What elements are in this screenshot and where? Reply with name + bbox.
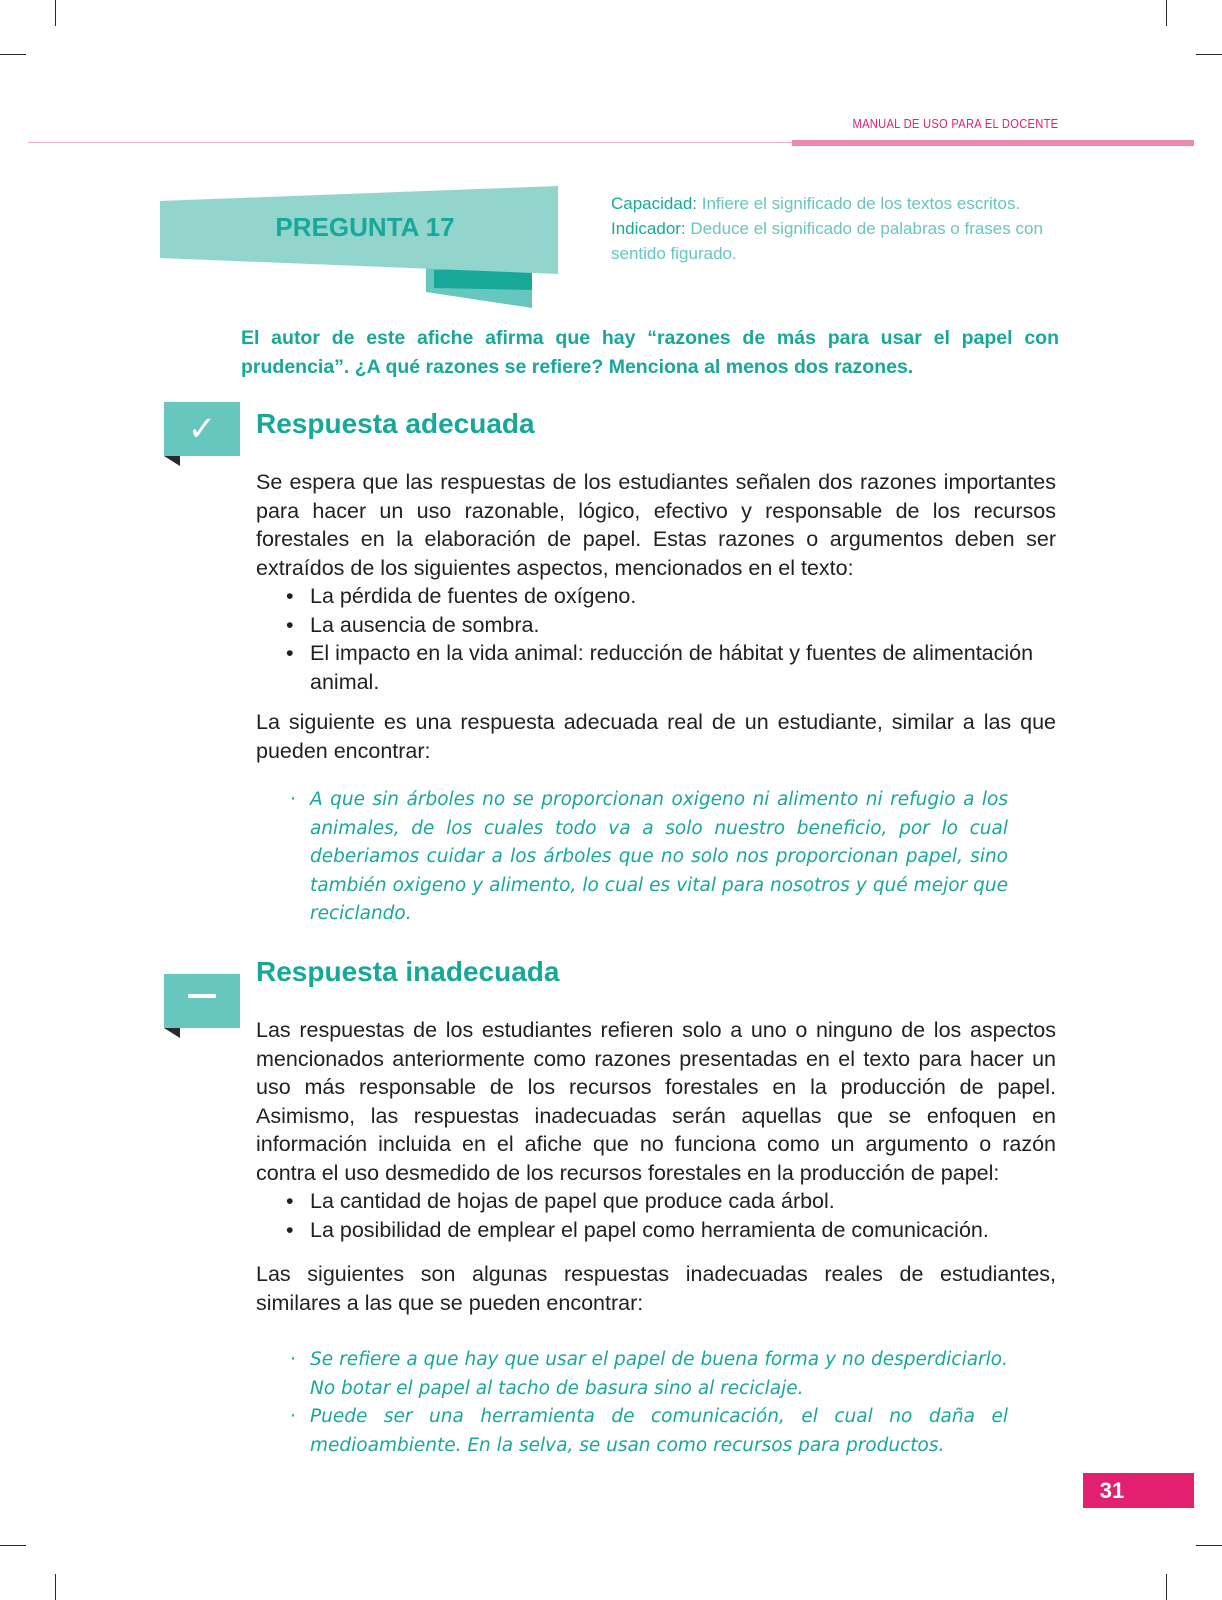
header-accent-bar <box>792 140 1194 146</box>
capacity-indicator-block <box>611 191 1071 266</box>
adequate-tab <box>164 402 240 456</box>
tab-fold <box>164 456 180 466</box>
list-item: • La posibilidad de emplear el papel como herramienta de comunicación. <box>310 1216 1056 1245</box>
crop-mark <box>1196 54 1222 55</box>
adequate-student-answer <box>288 786 1008 929</box>
list-item: • La cantidad de hojas de papel que produce cada árbol. <box>310 1187 1056 1216</box>
crop-mark <box>55 0 56 26</box>
tab-fold <box>164 1028 180 1038</box>
adequate-body <box>256 468 1056 765</box>
student-answer: · Se refiere a que hay que usar el papel de buena forma y no desperdiciarlo. No botar el papel al tacho de basura sino al reciclaje. <box>310 1346 1008 1403</box>
crop-mark <box>1196 1545 1222 1546</box>
crop-mark <box>1166 1574 1167 1600</box>
question-banner <box>160 186 560 308</box>
check-icon: ✓ <box>187 410 217 448</box>
inadequate-bullets <box>256 1187 1056 1244</box>
indicator-text: Deduce el significado de palabras o frases con sentido figurado. <box>611 219 1043 263</box>
crop-mark <box>0 1545 26 1546</box>
student-answer: · A que sin árboles no se proporcionan oxigeno ni alimento ni refugio a los animales, de los cuales todo va a solo nuestro beneficio, por lo cual deberiamos cuidar a los árboles que no solo nos proporcionan papel, sino también oxigeno y alimento, lo cual es vital para nosotros y qué mejor que reciclando. <box>310 786 1008 929</box>
inadequate-title: Respuesta inadecuada <box>256 956 560 987</box>
minus-icon <box>188 994 216 998</box>
list-item: • La pérdida de fuentes de oxígeno. <box>310 582 1056 611</box>
inadequate-example-intro: Las siguientes son algunas respuestas inadecuadas reales de estudiantes, similares a las que se pueden encontrar: <box>256 1262 1056 1315</box>
indicator-label: Indicador: <box>611 219 686 238</box>
page-number-bar <box>1083 1473 1194 1508</box>
adequate-bullets <box>256 582 1056 696</box>
question-text: El autor de este afiche afirma que hay “razones de más para usar el papel con prudencia”. ¿A qué razones se refiere? Menciona al menos dos razones. <box>241 327 1059 378</box>
adequate-example-intro: La siguiente es una respuesta adecuada real de un estudiante, similar a las que pueden encontrar: <box>256 710 1056 763</box>
adequate-title: Respuesta adecuada <box>256 408 535 439</box>
list-item: • La ausencia de sombra. <box>310 611 1056 640</box>
crop-mark <box>0 54 26 55</box>
adequate-intro: Se espera que las respuestas de los estudiantes señalen dos razones importantes para hacer un uso razonable, lógico, efectivo y responsable de los recursos forestales en la elaboración de papel. Estas razones o argumentos deben ser extraídos de los siguientes aspectos, mencionados en el texto: <box>256 470 1056 580</box>
student-answer: · Puede ser una herramienta de comunicación, el cual no daña el medioambiente. En la selva, se usan como recursos para productos. <box>310 1403 1008 1460</box>
inadequate-tab <box>164 974 240 1028</box>
indicator-line <box>611 216 1071 266</box>
inadequate-intro: Las respuestas de los estudiantes refieren solo a uno o ninguno de los aspectos mencionados anteriormente como razones presentadas en el texto para hacer un uso más responsable de los recursos forestales en la producción de papel. Asimismo, las respuestas inadecuadas serán aquellas que se enfoquen en información incluida en el afiche que no funciona como un argumento o razón contra el uso desmedido de los recursos forestales en la producción de papel: <box>256 1018 1056 1185</box>
header-title: MANUAL DE USO PARA EL DOCENTE <box>852 116 1058 131</box>
capacity-label: Capacidad: <box>611 194 698 213</box>
question-number: PREGUNTA 17 <box>275 212 455 242</box>
crop-mark <box>1166 0 1167 26</box>
page-number: 31 <box>1099 1478 1125 1503</box>
inadequate-student-answers <box>288 1346 1008 1460</box>
list-item: • El impacto en la vida animal: reducción de hábitat y fuentes de alimentación animal. <box>310 639 1056 696</box>
crop-mark <box>55 1574 56 1600</box>
capacity-line <box>611 191 1071 216</box>
inadequate-body <box>256 1016 1056 1317</box>
capacity-text: Infiere el significado de los textos escritos. <box>701 194 1021 213</box>
